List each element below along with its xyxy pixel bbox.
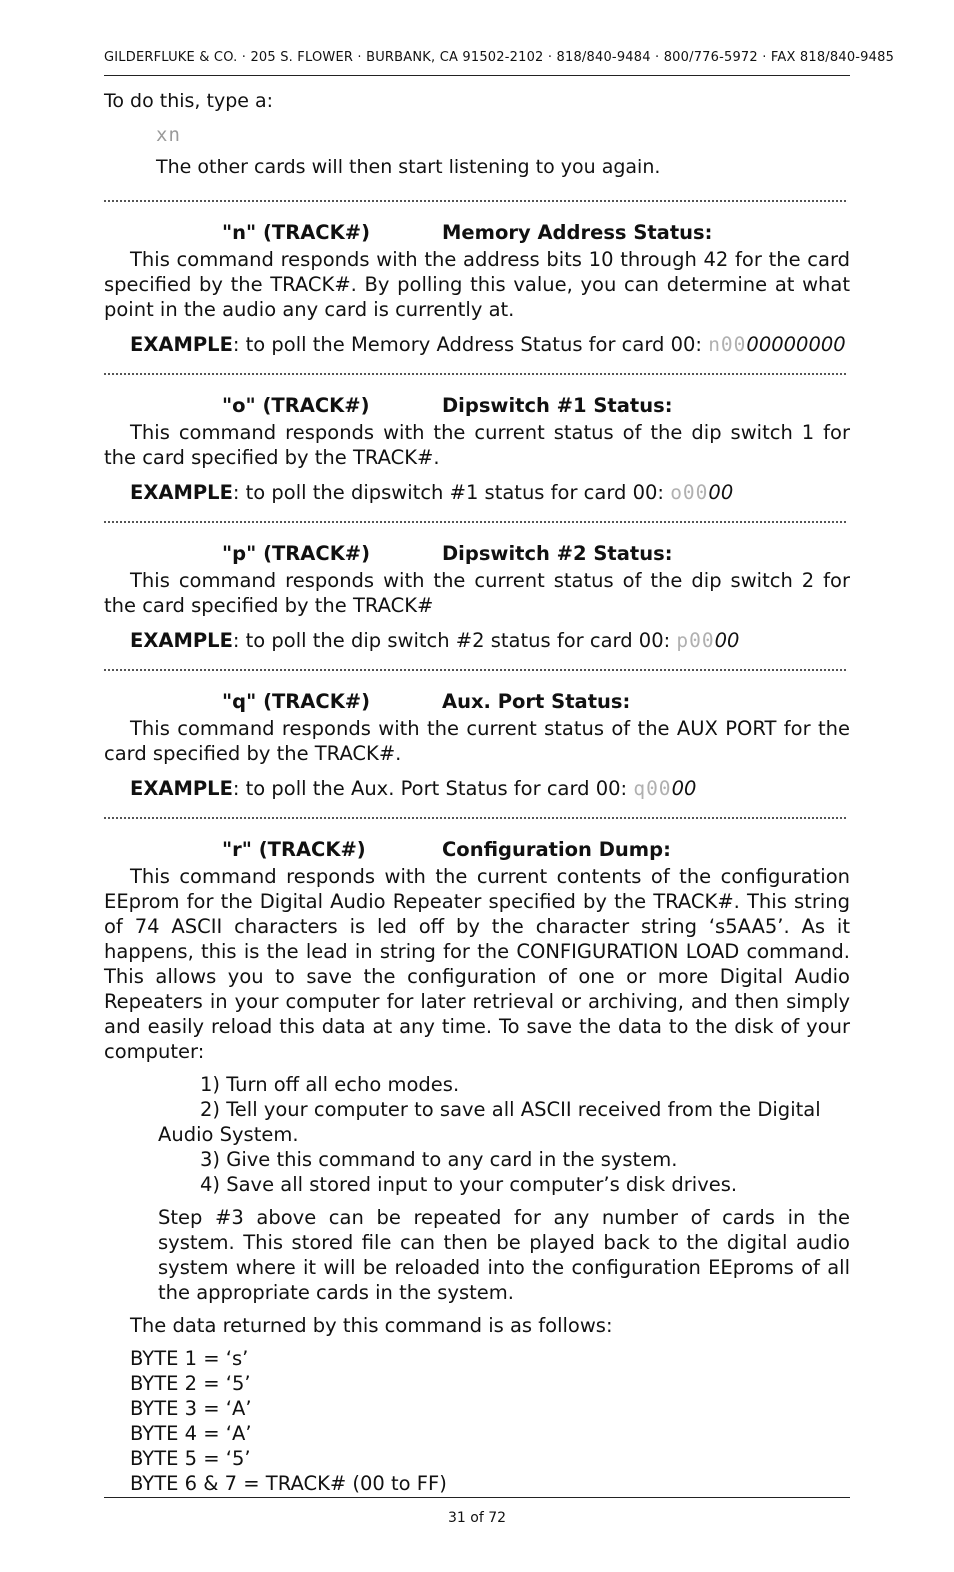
section-heading — [104, 393, 850, 418]
intro-line: To do this, type a: — [104, 90, 274, 112]
byte-item: BYTE 5 = ‘5’ — [130, 1447, 251, 1470]
example-line — [130, 628, 850, 653]
step-item: 2) Tell your computer to save all ASCII received from the Digital Audio System. — [158, 1098, 821, 1146]
example-text: : to poll the dipswitch #1 status for card 00: — [232, 481, 671, 504]
section-body: This command responds with the current contents of the configuration EEprom for the Digital Audio Repeater specified by the TRACK#. This string of 74 ASCII characters is led off by the character string ‘s5AA5’. As it happens, this is the lead in string for the CONFIGURATION LOAD command. This allows you to save the configuration of one or more Digital Audio Repeaters in your computer for later retrieval or archiving, and then simply and easily reload this data at any time. To save the data to the disk of your computer: — [104, 865, 850, 1063]
page-header: GILDERFLUKE & CO. · 205 S. FLOWER · BURBANK, CA 91502-2102 · 818/840-9484 · 800/776-5972 · FAX 818/840-9485 — [104, 50, 850, 76]
example-response: 00 — [708, 481, 734, 504]
step-note: Step #3 above can be repeated for any number of cards in the system. This stored file can then be played back to the digital audio system where it will be reloaded into the configuration EEproms of all the appropriate cards in the system. — [158, 1206, 850, 1304]
example-response: 00000000 — [746, 333, 846, 356]
byte-item: BYTE 3 = ‘A’ — [130, 1397, 252, 1420]
command-code: "o" (TRACK#) — [222, 394, 370, 417]
command-code: "n" (TRACK#) — [222, 221, 370, 244]
section-heading — [104, 220, 850, 245]
example-output: p00 — [676, 629, 715, 652]
section-heading — [104, 689, 850, 714]
intro-note: The other cards will then start listening to you again. — [156, 156, 661, 178]
example-label: EXAMPLE — [130, 481, 233, 504]
example-line — [130, 776, 850, 801]
byte-item: BYTE 6 & 7 = TRACK# (00 to FF) — [130, 1472, 447, 1495]
example-line — [130, 332, 850, 357]
section-o — [104, 393, 850, 505]
command-name: Aux. Port Status: — [442, 690, 631, 713]
example-label: EXAMPLE — [130, 333, 233, 356]
example-label: EXAMPLE — [130, 777, 233, 800]
example-output: q00 — [633, 777, 672, 800]
example-text: : to poll the Aux. Port Status for card 00: — [232, 777, 634, 800]
section-p — [104, 541, 850, 653]
byte-item: BYTE 4 = ‘A’ — [130, 1422, 252, 1445]
step-item: 3) Give this command to any card in the system. — [200, 1148, 678, 1171]
intro-block — [104, 90, 850, 178]
command-sections — [104, 184, 850, 1496]
dotted-divider — [104, 200, 846, 202]
command-code: "p" (TRACK#) — [222, 542, 371, 565]
dotted-divider — [104, 373, 846, 375]
byte-item: BYTE 1 = ‘s’ — [130, 1347, 249, 1370]
example-label: EXAMPLE — [130, 629, 233, 652]
section-body: This command responds with the address bits 10 through 42 for the card specified by the TRACK#. By polling this value, you can determine at what point in the audio any card is currently at. — [104, 248, 850, 321]
command-code: "q" (TRACK#) — [222, 690, 371, 713]
page-number: 31 of 72 — [447, 1510, 507, 1526]
command-code: "r" (TRACK#) — [222, 838, 366, 861]
section-n — [104, 220, 850, 357]
section-body: This command responds with the current status of the AUX PORT for the card specified by the TRACK#. — [104, 717, 850, 765]
dotted-divider — [104, 817, 846, 819]
page-footer — [104, 1497, 850, 1526]
example-line — [130, 480, 850, 505]
dotted-divider — [104, 521, 846, 523]
section-body: This command responds with the current status of the dip switch 2 for the card specified by the TRACK# — [104, 569, 850, 617]
data-intro: The data returned by this command is as follows: — [130, 1314, 613, 1337]
step-item: 1) Turn off all echo modes. — [200, 1073, 460, 1096]
step-item: 4) Save all stored input to your computer’s disk drives. — [200, 1173, 738, 1196]
example-response: 00 — [671, 777, 697, 800]
section-r — [104, 837, 850, 1496]
command-name: Configuration Dump: — [442, 838, 671, 861]
section-heading — [104, 837, 850, 862]
dotted-divider — [104, 669, 846, 671]
example-response: 00 — [714, 629, 740, 652]
example-output: n00 — [708, 333, 747, 356]
steps-list — [104, 1072, 850, 1197]
example-text: : to poll the Memory Address Status for card 00: — [232, 333, 709, 356]
example-text: : to poll the dip switch #2 status for card 00: — [232, 629, 677, 652]
example-output: o00 — [670, 481, 709, 504]
command-name: Dipswitch #2 Status: — [442, 542, 673, 565]
command-name: Memory Address Status: — [442, 221, 713, 244]
section-body: This command responds with the current status of the dip switch 1 for the card specified by the TRACK#. — [104, 421, 850, 469]
section-heading — [104, 541, 850, 566]
command-name: Dipswitch #1 Status: — [442, 394, 673, 417]
byte-item: BYTE 2 = ‘5’ — [130, 1372, 251, 1395]
intro-command: xn — [156, 124, 181, 146]
section-q — [104, 689, 850, 801]
byte-list — [130, 1346, 850, 1496]
